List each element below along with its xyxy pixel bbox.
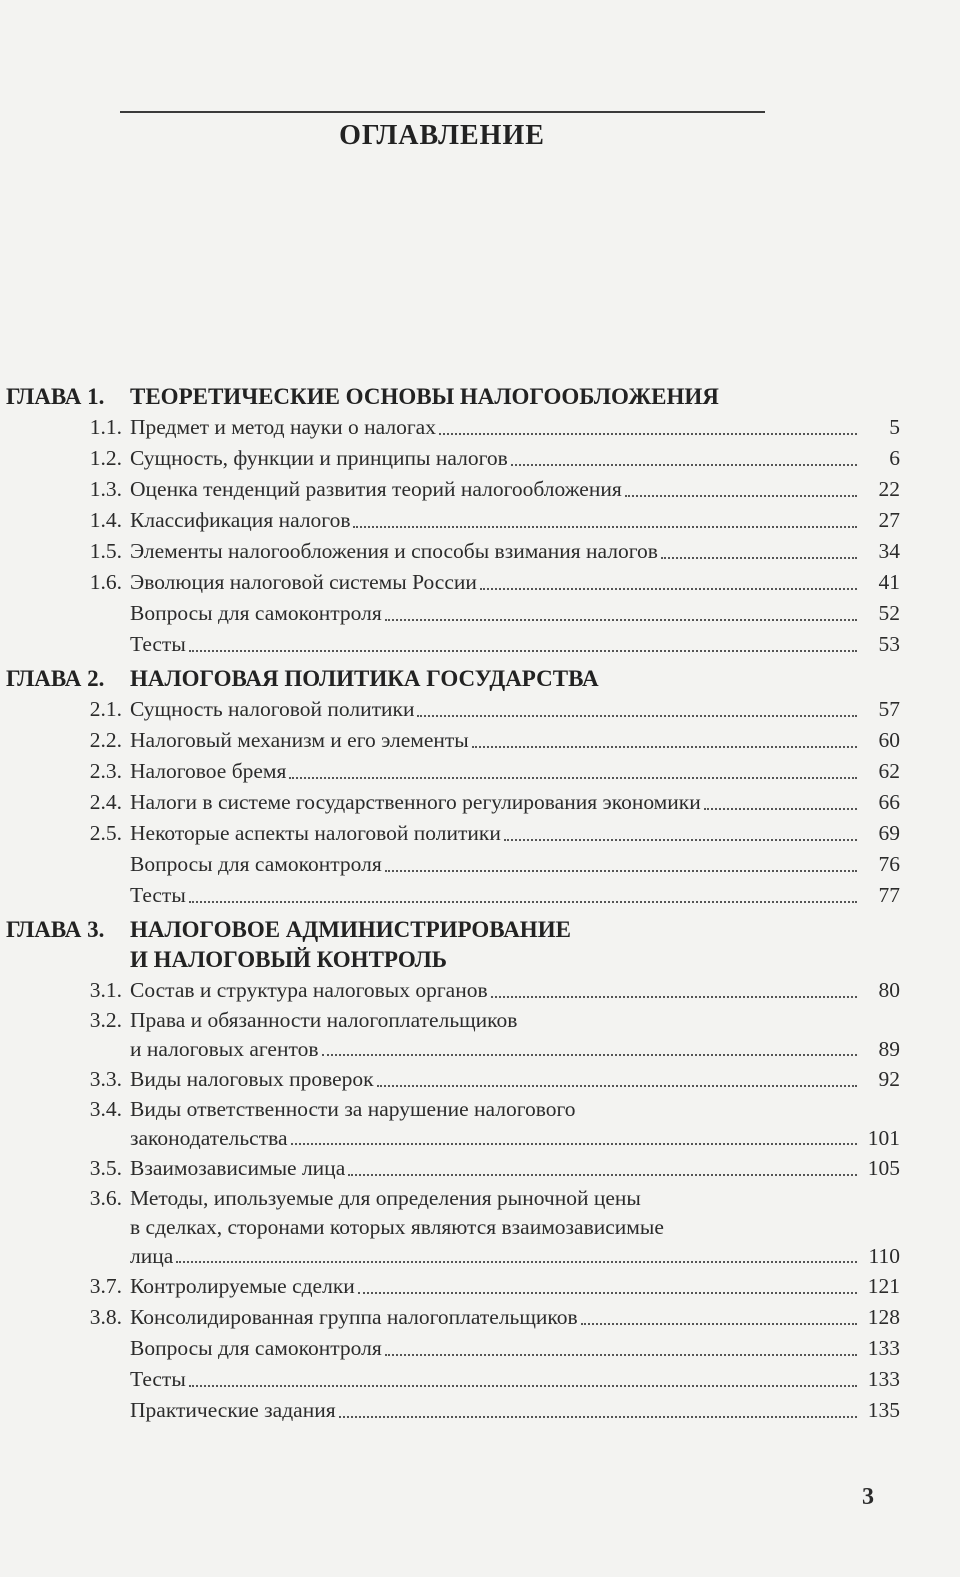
dot-leader — [491, 994, 857, 998]
section-number: 1.6. — [89, 570, 122, 594]
dot-leader — [358, 1290, 857, 1294]
section-number: 3.7. — [89, 1274, 122, 1298]
page-reference: 133 — [867, 1336, 900, 1360]
section-title: и налоговых агентов — [130, 1037, 319, 1061]
toc-entry[interactable] — [0, 1153, 900, 1184]
chapter-heading — [0, 664, 900, 694]
section-title: Элементы налогообложения и способы взимания налогов — [130, 539, 658, 563]
toc-entry[interactable] — [0, 1095, 900, 1153]
page-reference: 128 — [867, 1305, 900, 1329]
chapter-title-line: НАЛОГОВАЯ ПОЛИТИКА ГОСУДАРСТВА — [130, 666, 599, 691]
section-number: 1.2. — [89, 446, 122, 470]
dot-leader — [625, 493, 857, 497]
toc-entry[interactable] — [0, 1064, 900, 1095]
section-title-line: Права и обязанности налогоплательщиков — [130, 1008, 518, 1032]
toc-entry[interactable] — [0, 505, 900, 536]
chapter-title-line: И НАЛОГОВЫЙ КОНТРОЛЬ — [130, 947, 447, 972]
section-title: Сущность налоговой политики — [130, 697, 415, 721]
dot-leader — [353, 524, 857, 528]
section-number: 3.6. — [89, 1186, 122, 1210]
toc-entry[interactable] — [0, 1271, 900, 1302]
toc-entry[interactable] — [0, 443, 900, 474]
section-title: Классификация налогов — [130, 508, 351, 532]
section-number: 1.4. — [89, 508, 122, 532]
section-title: Состав и структура налоговых органов — [130, 978, 488, 1002]
toc-entry[interactable] — [0, 694, 900, 725]
section-number: 2.3. — [89, 759, 122, 783]
section-title: Налоговый механизм и его элементы — [130, 728, 469, 752]
section-number: 1.3. — [89, 477, 122, 501]
page-reference: 69 — [878, 821, 900, 845]
page-reference: 22 — [878, 477, 900, 501]
header-rule — [120, 111, 765, 113]
page-reference: 110 — [868, 1244, 900, 1268]
dot-leader — [385, 868, 857, 872]
chapter-title — [130, 664, 900, 694]
dot-leader — [289, 775, 857, 779]
dot-leader — [504, 837, 857, 841]
page-reference: 57 — [878, 697, 900, 721]
section-title-line: Виды ответственности за нарушение налогового — [130, 1097, 576, 1121]
section-number: 3.5. — [89, 1156, 122, 1180]
section-title: Тесты — [130, 883, 186, 907]
page-reference: 76 — [878, 852, 900, 876]
dot-leader — [339, 1414, 857, 1418]
toc-entry[interactable] — [0, 818, 900, 849]
page-reference: 41 — [878, 570, 900, 594]
toc-entry[interactable] — [0, 1184, 900, 1271]
toc-entry[interactable] — [0, 629, 900, 660]
dot-leader — [189, 648, 857, 652]
toc-entry[interactable] — [0, 756, 900, 787]
section-title: Вопросы для самоконтроля — [130, 852, 382, 876]
page-reference: 53 — [878, 632, 900, 656]
page-title: ОГЛАВЛЕНИЕ — [339, 120, 545, 151]
page-reference: 52 — [878, 601, 900, 625]
chapter-title — [130, 382, 900, 412]
toc-entry[interactable] — [0, 598, 900, 629]
section-title: Тесты — [130, 632, 186, 656]
page-reference: 27 — [878, 508, 900, 532]
section-number: 2.4. — [89, 790, 122, 814]
section-title: Тесты — [130, 1367, 186, 1391]
page-reference: 34 — [878, 539, 900, 563]
section-title: Налоговое бремя — [130, 759, 287, 783]
dot-leader — [385, 617, 857, 621]
section-title: законодательства — [130, 1126, 288, 1150]
page-reference: 5 — [889, 415, 900, 439]
dot-leader — [189, 1383, 857, 1387]
page-reference: 89 — [878, 1037, 900, 1061]
page-reference: 133 — [867, 1367, 900, 1391]
section-title: Вопросы для самоконтроля — [130, 601, 382, 625]
toc-entry[interactable] — [0, 536, 900, 567]
section-number: 3.1. — [89, 978, 122, 1002]
dot-leader — [480, 586, 857, 590]
toc-entry[interactable] — [0, 1302, 900, 1333]
toc-entry[interactable] — [0, 1333, 900, 1364]
section-title: Сущность, функции и принципы налогов — [130, 446, 508, 470]
page-reference: 6 — [889, 446, 900, 470]
page-reference: 80 — [878, 978, 900, 1002]
toc-entry[interactable] — [0, 880, 900, 911]
dot-leader — [291, 1141, 857, 1145]
section-title: Виды налоговых проверок — [130, 1067, 374, 1091]
chapter-title-line: ТЕОРЕТИЧЕСКИЕ ОСНОВЫ НАЛОГООБЛОЖЕНИЯ — [130, 384, 719, 409]
dot-leader — [176, 1259, 857, 1263]
dot-leader — [581, 1321, 857, 1325]
section-title: Предмет и метод науки о налогах — [130, 415, 436, 439]
page-reference: 101 — [867, 1126, 900, 1150]
toc-entry[interactable] — [0, 1395, 900, 1426]
dot-leader — [472, 744, 857, 748]
section-number: 1.1. — [89, 415, 122, 439]
toc-entry[interactable] — [0, 975, 900, 1006]
section-title: Эволюция налоговой системы России — [130, 570, 477, 594]
dot-leader — [385, 1352, 857, 1356]
page-reference: 92 — [878, 1067, 900, 1091]
section-title: Взаимозависимые лица — [130, 1156, 346, 1180]
toc-entry[interactable] — [0, 412, 900, 443]
chapter-title — [130, 915, 900, 975]
dot-leader — [511, 462, 857, 466]
section-title: лица — [130, 1244, 174, 1268]
toc-entry[interactable] — [0, 567, 900, 598]
section-number: 1.5. — [89, 539, 122, 563]
dot-leader — [189, 899, 857, 903]
dot-leader — [322, 1052, 858, 1056]
toc-entry[interactable] — [0, 725, 900, 756]
dot-leader — [704, 806, 857, 810]
chapter-label: ГЛАВА 1. — [6, 384, 105, 409]
dot-leader — [377, 1083, 857, 1087]
section-title: Налоги в системе государственного регулирования экономики — [130, 790, 701, 814]
section-number: 2.1. — [89, 697, 122, 721]
section-number: 3.3. — [89, 1067, 122, 1091]
chapter-heading — [0, 382, 900, 412]
section-title: Практические задания — [130, 1398, 336, 1422]
section-title: Вопросы для самоконтроля — [130, 1336, 382, 1360]
page-reference: 60 — [878, 728, 900, 752]
section-number: 2.2. — [89, 728, 122, 752]
toc-entry[interactable] — [0, 1364, 900, 1395]
section-number: 2.5. — [89, 821, 122, 845]
section-number: 3.2. — [89, 1008, 122, 1032]
toc-entry[interactable] — [0, 1006, 900, 1064]
page-reference: 66 — [878, 790, 900, 814]
toc-entry[interactable] — [0, 849, 900, 880]
section-number: 3.4. — [89, 1097, 122, 1121]
dot-leader — [417, 713, 857, 717]
section-title-line: в сделках, сторонами которых являются взаимозависимые — [130, 1215, 664, 1239]
section-title: Контролируемые сделки — [130, 1274, 355, 1298]
dot-leader — [661, 555, 857, 559]
section-title-line: Методы, ипользуемые для определения рыночной цены — [130, 1186, 641, 1210]
section-title: Некоторые аспекты налоговой политики — [130, 821, 501, 845]
chapter-heading — [0, 915, 900, 975]
section-number: 3.8. — [89, 1305, 122, 1329]
chapter-title-line: НАЛОГОВОЕ АДМИНИСТРИРОВАНИЕ — [130, 917, 571, 942]
chapter-label: ГЛАВА 2. — [6, 666, 105, 691]
page-reference: 77 — [878, 883, 900, 907]
toc-entry[interactable] — [0, 474, 900, 505]
page-reference: 121 — [867, 1274, 900, 1298]
toc-entry[interactable] — [0, 787, 900, 818]
page-number: 3 — [862, 1484, 874, 1510]
page-reference: 62 — [878, 759, 900, 783]
page-reference: 135 — [867, 1398, 900, 1422]
dot-leader — [439, 431, 857, 435]
table-of-contents — [0, 378, 900, 1426]
dot-leader — [348, 1172, 857, 1176]
section-title: Консолидированная группа налогоплательщиков — [130, 1305, 578, 1329]
page-reference: 105 — [867, 1156, 900, 1180]
section-title: Оценка тенденций развития теорий налогообложения — [130, 477, 622, 501]
chapter-label: ГЛАВА 3. — [6, 917, 105, 942]
